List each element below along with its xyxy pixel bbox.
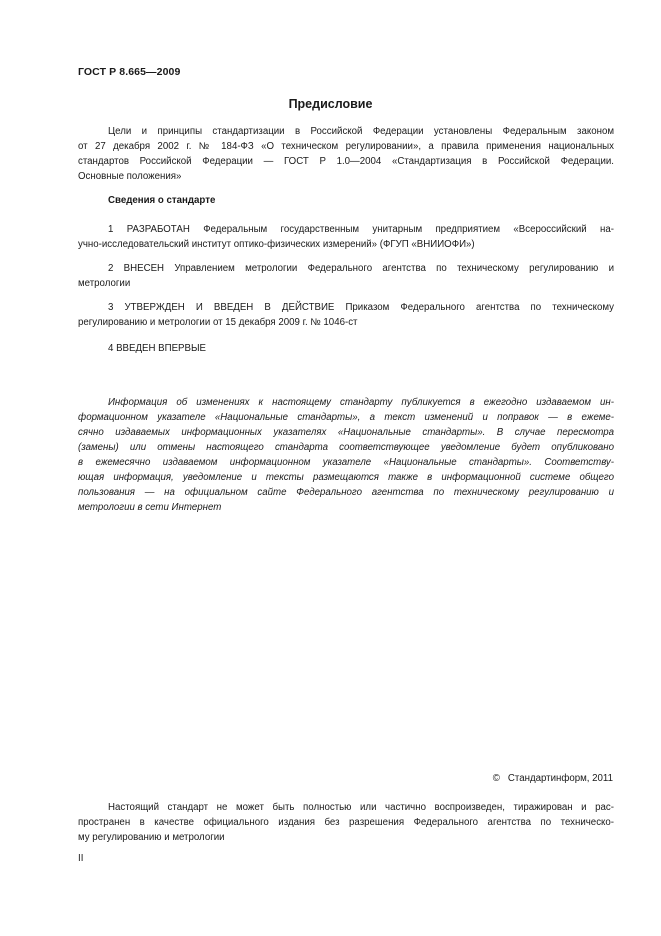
page-number: II xyxy=(78,853,84,864)
text-line: Цели и принципы стандартизации в Российской Федерации установлены Федеральным законом xyxy=(108,126,614,137)
copyright xyxy=(493,773,613,784)
text-line: 4 ВВЕДЕН ВПЕРВЫЕ xyxy=(108,343,207,354)
document-code: ГОСТ Р 8.665—2009 xyxy=(78,66,181,78)
text-line: метрологии xyxy=(78,278,131,289)
text-line: стандартов Российской Федерации — ГОСТ Р 1.0—2004 «Стандартизация в Российской Федерации. xyxy=(78,156,614,167)
copyright-icon: © xyxy=(492,773,500,784)
text-line: формационном указателе «Национальные стандарты», а текст изменений и поправок — в ежеме- xyxy=(78,412,614,423)
text-line: в ежемесячно издаваемом информационном указателе «Национальные стандарты». Соответству- xyxy=(78,457,614,468)
text-line: Настоящий стандарт не может быть полностью или частично воспроизведен, тиражирован и рас- xyxy=(108,802,614,813)
text-line: му регулированию и метрологии xyxy=(78,832,225,843)
text-line: пользования — на официальном сайте Федерального агентства по техническому регулированию и xyxy=(78,487,614,498)
text-line: (замены) или отмены настоящего стандарта соответствующее уведомление будет опубликовано xyxy=(78,442,614,453)
text-line: учно-исследовательский институт оптико-физических измерений» (ФГУП «ВНИИОФИ») xyxy=(78,239,475,250)
text-line: 3 УТВЕРЖДЕН И ВВЕДЕН В ДЕЙСТВИЕ Приказом Федерального агентства по техническому xyxy=(108,302,614,313)
reproduction-notice xyxy=(78,800,614,845)
text-line: сячно издаваемых информационных указателях «Национальные стандарты». В случае пересмотра xyxy=(78,427,614,438)
intro-paragraph xyxy=(78,124,614,184)
item-3 xyxy=(78,300,614,330)
text-line: Информация об изменениях к настоящему стандарту публикуется в ежегодно издаваемом ин- xyxy=(108,397,614,408)
text-line: Основные положения» xyxy=(78,171,182,182)
preface-title: Предисловие xyxy=(288,97,373,111)
info-heading: Сведения о стандарте xyxy=(108,195,216,206)
item-1 xyxy=(78,222,614,252)
text-line: от 27 декабря 2002 г. № 184-ФЗ «О техническом регулировании», а правила применения национальных xyxy=(78,141,614,152)
item-4 xyxy=(78,341,614,356)
item-2 xyxy=(78,261,614,291)
text-line: ющая информация, уведомление и тексты размещаются также в информационной системе общего xyxy=(78,472,614,483)
text-line: 2 ВНЕСЕН Управлением метрологии Федерального агентства по техническому регулированию и xyxy=(108,263,614,274)
text-line: пространен в качестве официального издания без разрешения Федерального агентства по техническо- xyxy=(78,817,614,828)
text-line: метрологии в сети Интернет xyxy=(78,502,222,513)
copyright-text: Стандартинформ, 2011 xyxy=(507,773,613,784)
changes-info-paragraph xyxy=(78,395,614,515)
text-line: регулированию и метрологии от 15 декабря 2009 г. № 1046-ст xyxy=(78,317,358,328)
text-line: 1 РАЗРАБОТАН Федеральным государственным унитарным предприятием «Всероссийский на- xyxy=(108,224,614,235)
